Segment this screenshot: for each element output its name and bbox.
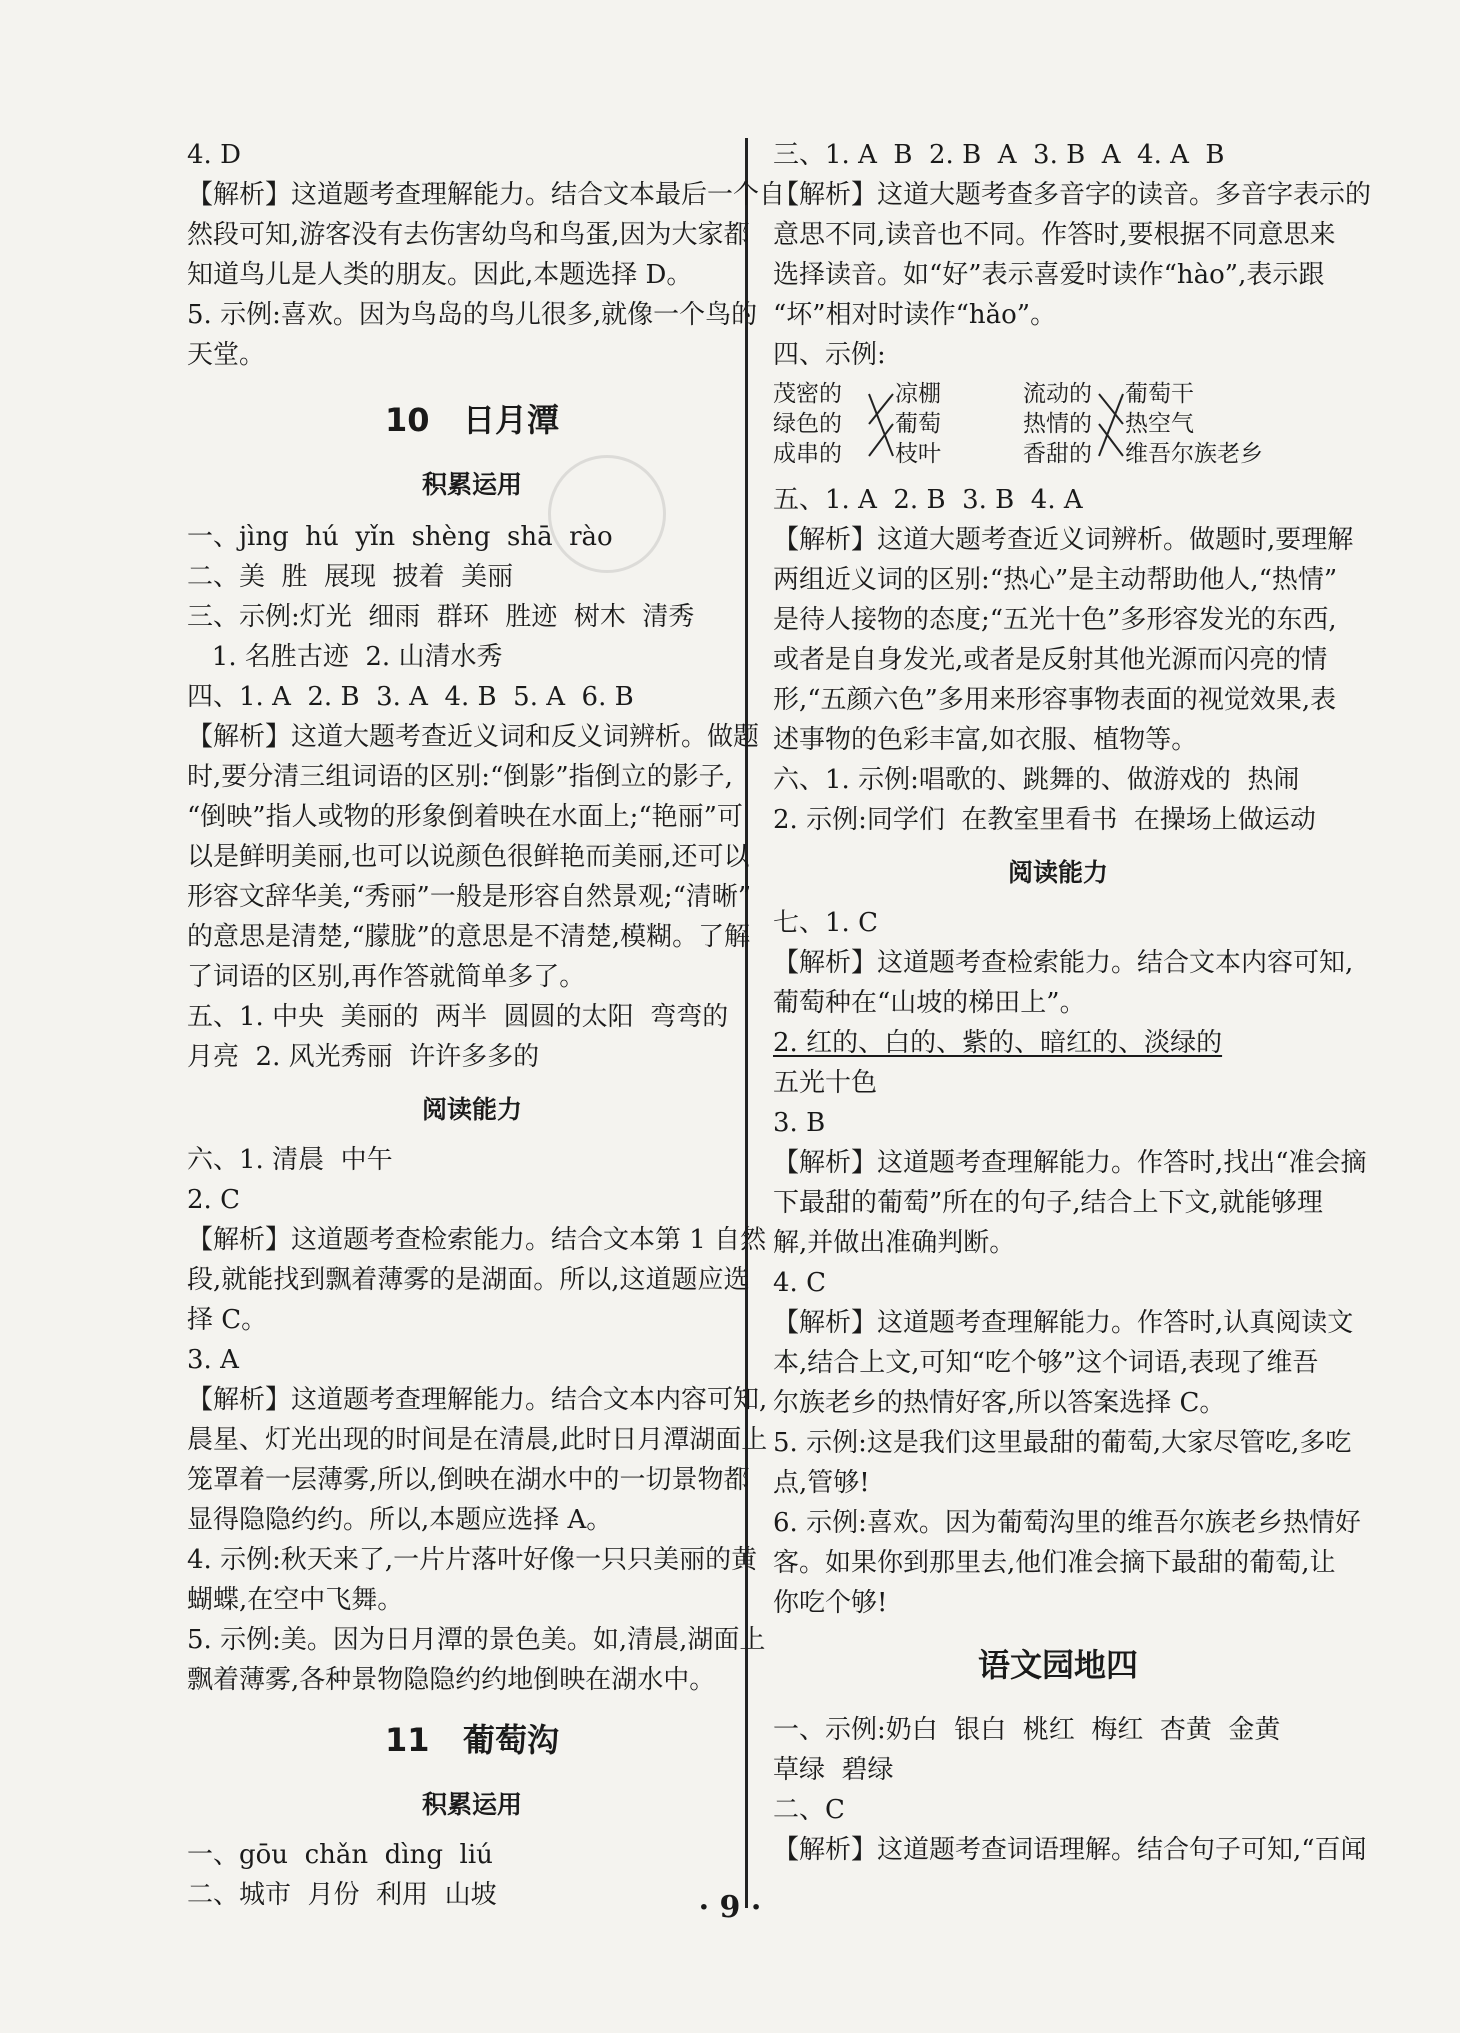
text-line: 选择读音。如“好”表示喜爱时读作“hào”,表示跟: [773, 260, 1325, 290]
text-line: 2. 示例:同学们 在教室里看书 在操场上做运动: [773, 805, 1316, 835]
match-line: [869, 424, 893, 456]
text-line: 形,“五颜六色”多用来形容事物表面的视觉效果,表: [773, 685, 1337, 715]
text-line: 时,要分清三组词语的区别:“倒影”指倒立的影子,: [187, 762, 733, 792]
unit-title: 语文园地四: [977, 1646, 1138, 1684]
text-line: 【解析】这道题考查词语理解。结合句子可知,“百闻: [773, 1835, 1367, 1865]
match-line: [1099, 424, 1123, 456]
text-line: 【解析】这道大题考查近义词和反义词辨析。做题: [187, 722, 760, 752]
text-line: 3. A: [187, 1345, 239, 1375]
text-line: 天堂。: [187, 340, 266, 370]
match-line: [1099, 394, 1123, 456]
match-right-word: 热空气: [1125, 411, 1194, 437]
match-left-word: 成串的: [773, 441, 842, 467]
text-line: 【解析】这道大题考查多音字的读音。多音字表示的: [773, 180, 1372, 210]
text-line: 【解析】这道题考查理解能力。结合文本最后一个自: [187, 180, 786, 210]
text-line: 然段可知,游客没有去伤害幼鸟和鸟蛋,因为大家都: [187, 220, 750, 250]
text-line: 尔族老乡的热情好客,所以答案选择 C。: [773, 1388, 1226, 1418]
text-line: 了词语的区别,再作答就简单多了。: [187, 962, 586, 992]
text-line: 4. C: [773, 1268, 826, 1298]
text-line: 的意思是清楚,“朦胧”的意思是不清楚,模糊。了解: [187, 922, 751, 952]
text-line: 五、1. 中央 美丽的 两半 圆圆的太阳 弯弯的: [187, 1002, 729, 1032]
text-line: 五光十色: [773, 1068, 878, 1098]
text-line: 述事物的色彩丰富,如衣服、植物等。: [773, 725, 1198, 755]
match-left-word: 茂密的: [773, 381, 842, 407]
text-line: 二、城市 月份 利用 山坡: [187, 1880, 497, 1910]
text-line: 六、1. 清晨 中午: [187, 1145, 393, 1175]
text-line: 一、示例:奶白 银白 桃红 梅红 杏黄 金黄: [773, 1715, 1281, 1745]
match-line: [1099, 394, 1123, 424]
text-line: 客。如果你到那里去,他们准会摘下最甜的葡萄,让: [773, 1548, 1336, 1578]
text-line: 下最甜的葡萄”所在的句子,结合上下文,就能够理: [773, 1188, 1323, 1218]
page-number: · 9 ·: [698, 1890, 762, 1925]
section-heading: 阅读能力: [421, 1095, 522, 1124]
text-line: 笼罩着一层薄雾,所以,倒映在湖水中的一切景物都: [187, 1465, 750, 1495]
text-line: 3. B: [773, 1108, 826, 1138]
text-line: 四、示例:: [773, 340, 886, 370]
text-line: 5. 示例:美。因为日月潭的景色美。如,清晨,湖面上: [187, 1625, 766, 1655]
text-line: 1. 名胜古迹 2. 山清水秀: [187, 642, 503, 672]
match-left-word: 流动的: [1023, 381, 1092, 407]
text-line: 择 C。: [187, 1305, 268, 1335]
text-line: 6. 示例:喜欢。因为葡萄沟里的维吾尔族老乡热情好: [773, 1508, 1361, 1538]
text-line: “坏”相对时读作“hǎo”。: [773, 300, 1057, 330]
text-line: 【解析】这道题考查检索能力。结合文本内容可知,: [773, 948, 1354, 978]
match-right-word: 葡萄: [895, 411, 941, 437]
text-line: 5. 示例:喜欢。因为鸟岛的鸟儿很多,就像一个鸟的: [187, 300, 758, 330]
text-line: 形容文辞华美,“秀丽”一般是形容自然景观;“清晰”: [187, 882, 752, 912]
match-right-word: 枝叶: [895, 441, 941, 467]
match-line: [869, 394, 893, 456]
text-line: 2. C: [187, 1185, 240, 1215]
match-right-word: 凉棚: [895, 381, 941, 407]
word-matching-diagram: [773, 380, 1343, 470]
text-line: 三、1. A B 2. B A 3. B A 4. A B: [773, 140, 1225, 170]
match-left-word: 香甜的: [1023, 441, 1092, 467]
text-line: 【解析】这道大题考查近义词辨析。做题时,要理解: [773, 525, 1354, 555]
text-line: “倒映”指人或物的形象倒着映在水面上;“艳丽”可: [187, 802, 743, 832]
lesson-title: 10 日月潭: [385, 401, 559, 439]
text-line: 4. 示例:秋天来了,一片片落叶好像一只只美丽的黄: [187, 1545, 758, 1575]
text-line: 晨星、灯光出现的时间是在清晨,此时日月潭湖面上: [187, 1425, 768, 1455]
match-left-word: 绿色的: [773, 411, 842, 437]
text-line: 六、1. 示例:唱歌的、跳舞的、做游戏的 热闹: [773, 765, 1300, 795]
text-line: 显得隐隐约约。所以,本题应选择 A。: [187, 1505, 613, 1535]
match-line: [869, 394, 893, 424]
text-line: 是待人接物的态度;“五光十色”多形容发光的东西,: [773, 605, 1337, 635]
text-line: 点,管够!: [773, 1468, 870, 1498]
text-line: 葡萄种在“山坡的梯田上”。: [773, 988, 1086, 1018]
lesson-title: 11 葡萄沟: [385, 1721, 559, 1759]
section-heading: 积累运用: [421, 1790, 522, 1819]
text-line: 本,结合上文,可知“吃个够”这个词语,表现了维吾: [773, 1348, 1319, 1378]
text-line: 或者是自身发光,或者是反射其他光源而闪亮的情: [773, 645, 1328, 675]
text-line: 一、gōu chǎn dìng liú: [187, 1840, 493, 1870]
text-line: 二、C: [773, 1795, 845, 1825]
text-line: 以是鲜明美丽,也可以说颜色很鲜艳而美丽,还可以: [187, 842, 750, 872]
text-line: 你吃个够!: [773, 1588, 888, 1618]
text-line: 飘着薄雾,各种景物隐隐约约地倒映在湖水中。: [187, 1665, 716, 1695]
text-line: 一、jìng hú yǐn shèng shā rào: [187, 522, 613, 552]
text-line: 意思不同,读音也不同。作答时,要根据不同意思来: [773, 220, 1336, 250]
text-line: 两组近义词的区别:“热心”是主动帮助他人,“热情”: [773, 565, 1338, 595]
match-left-word: 热情的: [1023, 411, 1092, 437]
text-line: 草绿 碧绿: [773, 1755, 894, 1785]
section-heading: 阅读能力: [1007, 858, 1108, 887]
underlined-answer: 2. 红的、白的、紫的、暗红的、淡绿的: [773, 1028, 1223, 1058]
section-heading: 积累运用: [421, 470, 522, 499]
text-line: 知道鸟儿是人类的朋友。因此,本题选择 D。: [187, 260, 693, 290]
text-line: 4. D: [187, 140, 241, 170]
text-line: 段,就能找到飘着薄雾的是湖面。所以,这道题应选: [187, 1265, 750, 1295]
text-line: 【解析】这道题考查理解能力。作答时,找出“准会摘: [773, 1148, 1367, 1178]
text-line: 【解析】这道题考查理解能力。作答时,认真阅读文: [773, 1308, 1354, 1338]
text-line: 五、1. A 2. B 3. B 4. A: [773, 485, 1083, 515]
text-line: 三、示例:灯光 细雨 群环 胜迹 树木 清秀: [187, 602, 695, 632]
match-right-word: 维吾尔族老乡: [1125, 441, 1263, 467]
match-right-word: 葡萄干: [1125, 381, 1194, 407]
text-line: 【解析】这道题考查理解能力。结合文本内容可知,: [187, 1385, 768, 1415]
text-line: 蝴蝶,在空中飞舞。: [187, 1585, 404, 1615]
text-line: 四、1. A 2. B 3. A 4. B 5. A 6. B: [187, 682, 634, 712]
text-line: 二、美 胜 展现 披着 美丽: [187, 562, 514, 592]
text-line: 5. 示例:这是我们这里最甜的葡萄,大家尽管吃,多吃: [773, 1428, 1352, 1458]
text-line: 【解析】这道题考查检索能力。结合文本第 1 自然: [187, 1225, 767, 1255]
text-line: 解,并做出准确判断。: [773, 1228, 1016, 1258]
text-line: 七、1. C: [773, 908, 878, 938]
text-line: 月亮 2. 风光秀丽 许许多多的: [187, 1042, 540, 1072]
